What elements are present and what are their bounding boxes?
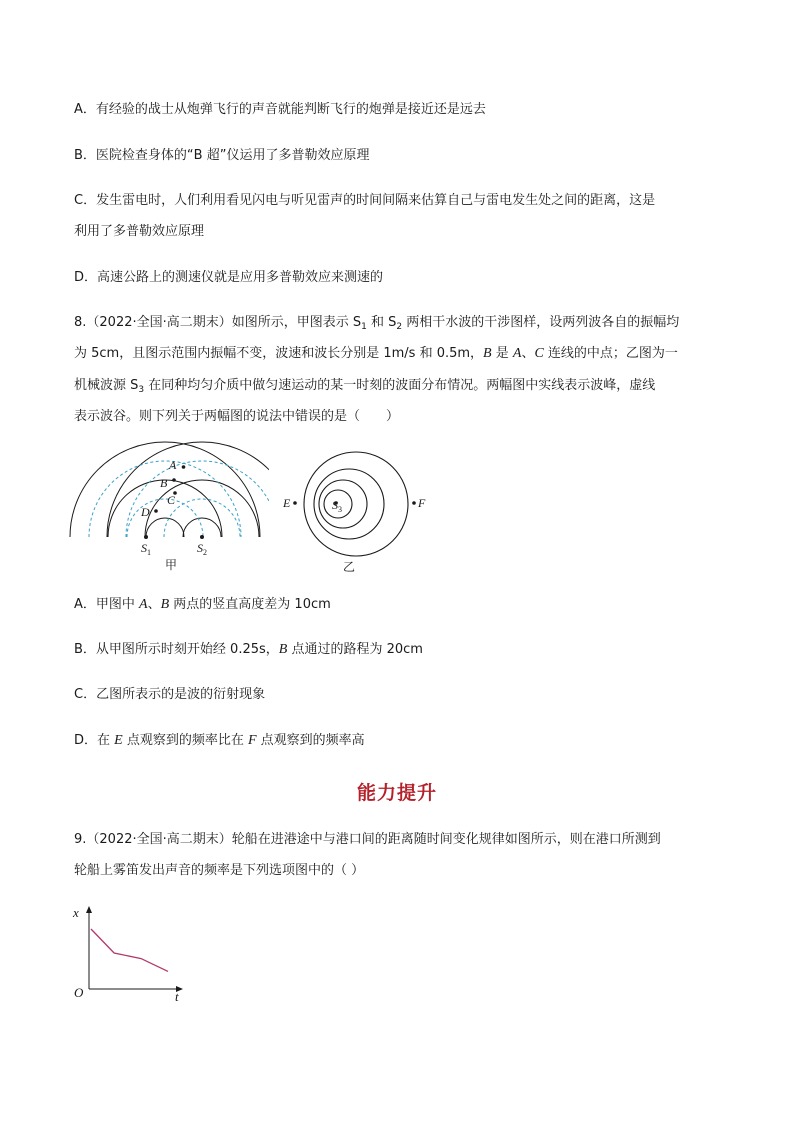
- point-e: [293, 501, 297, 505]
- section-heading: 能力提升: [356, 782, 437, 804]
- label-f: F: [418, 496, 426, 510]
- q8-option-d: D．在 E 点观察到的频率比在 F 点观察到的频率高: [74, 733, 365, 748]
- source-s2: [200, 535, 204, 539]
- q8-option-c: C．乙图所表示的是波的衍射现象: [74, 687, 266, 702]
- q8-stem-line1: 8.（2022·全国·高二期末）如图所示，甲图表示 $S_1$ 和 $S_2$ 两相干水波的干涉图样，设两列波各自的振幅均: [74, 315, 680, 332]
- point-a: [182, 465, 186, 469]
- wavefront-3: [319, 480, 367, 528]
- s2-crest-r19: [183, 518, 221, 537]
- point-b: [172, 478, 176, 482]
- s2-trough-r76: [126, 461, 278, 537]
- label-d: D: [141, 505, 150, 519]
- source-s1: [144, 535, 148, 539]
- q9-xt-graph: [70, 903, 190, 1003]
- q7-option-d: D．高速公路上的测速仪就是应用多普勒效应来测速的: [74, 270, 384, 285]
- figure-jia-interference: [70, 455, 275, 572]
- point-d: [154, 509, 158, 513]
- q7-option-c-line1: C．发生雷电时，人们利用看见闪电与听见雷声的时间间隔来估算自己与雷电发生处之间的距离，这是: [74, 193, 656, 208]
- label-s1: $S_1$: [141, 541, 151, 557]
- q7-option-b: B．医院检查身体的“B 超”仪运用了多普勒效应原理: [74, 148, 370, 163]
- axis-label-x: x: [73, 905, 79, 920]
- q8-stem-line2: 为 5cm，且图示范围内振幅不变，波速和波长分别是 1m/s 和 0.5m，B 是 A、C 连线的中点；乙图为一: [74, 346, 678, 361]
- origin-label: O: [74, 985, 84, 1000]
- q8-option-a: A．甲图中 A、B 两点的竖直高度差为 10cm: [74, 597, 331, 612]
- label-e: E: [283, 496, 291, 510]
- label-b: B: [160, 476, 168, 490]
- q9-stem-line1: 9.（2022·全国·高二期末）轮船在进港途中与港口间的距离随时间变化规律如图所示，则在港口所测到: [74, 832, 661, 847]
- q8-stem-line4: 表示波谷。则下列关于两幅图的说法中错误的是（ ）: [74, 409, 400, 424]
- q7-option-c-line2: 利用了多普勒效应原理: [74, 224, 205, 239]
- axis-label-t: t: [175, 989, 179, 1004]
- caption-yi: 乙: [343, 560, 356, 574]
- q7-option-a: A．有经验的战士从炮弹飞行的声音就能判断飞行的炮弹是接近还是远去: [74, 102, 486, 117]
- q8-stem-line3: 机械波源 $S_3$ 在同种均匀介质中做匀速运动的某一时刻的波面分布情况。两幅图中实线表示波峰，虚线: [74, 378, 656, 395]
- wavefront-1: [304, 452, 408, 556]
- s1-crest-r19: [146, 518, 184, 537]
- s2-crest-r95: [107, 442, 297, 537]
- q9-stem-line2: 轮船上雾笛发出声音的频率是下列选项图中的（ ）: [74, 863, 365, 878]
- figure-yi-doppler: [280, 450, 430, 575]
- label-s2: $S_2$: [197, 541, 207, 557]
- caption-jia: 甲: [165, 558, 178, 572]
- label-s3: $S_3$: [332, 498, 342, 514]
- distance-curve: [91, 929, 168, 971]
- s1-trough-r76: [89, 461, 241, 537]
- q8-option-b: B．从甲图所示时刻开始经 0.25s，B 点通过的路程为 20cm: [74, 642, 423, 657]
- point-f: [412, 501, 416, 505]
- label-c: C: [167, 493, 176, 507]
- label-a: A: [169, 458, 177, 472]
